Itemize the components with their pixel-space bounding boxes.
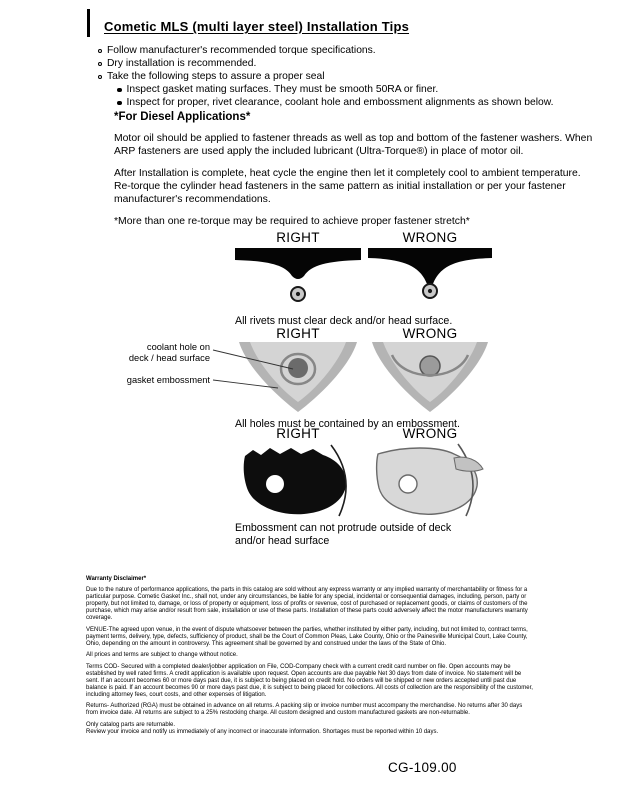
caption-rivets: All rivets must clear deck and/or head surface. xyxy=(235,315,453,327)
wrong-label-row2: WRONG xyxy=(402,326,458,341)
wrong-label-row3: WRONG xyxy=(402,426,458,441)
right-label-row2: RIGHT xyxy=(276,326,320,341)
callout-text: gasket embossment xyxy=(126,375,210,385)
figure-embossment-wrong xyxy=(368,342,492,414)
protrude-right-drawing xyxy=(235,442,361,518)
list-item xyxy=(98,70,578,83)
caption-holes: All holes must be contained by an embossment. xyxy=(235,418,460,430)
warranty-heading: Warranty Disclaimer* xyxy=(86,576,147,582)
list-item xyxy=(117,96,578,109)
page-title: Cometic MLS (multi layer steel) Installation Tips xyxy=(104,19,410,34)
coolant-hole-icon xyxy=(288,358,308,378)
list-item xyxy=(98,44,578,57)
list-item xyxy=(98,57,578,70)
left-margin-mark xyxy=(87,9,90,37)
figure-rivet-right xyxy=(235,248,361,310)
rivet-right-drawing xyxy=(235,248,361,310)
gasket-hole-icon xyxy=(399,475,417,493)
callout-text: deck / head surface xyxy=(128,353,210,363)
tip-text: Inspect gasket mating surfaces. They must be smooth 50RA or finer. xyxy=(126,84,439,95)
tip-text: Dry installation is recommended. xyxy=(107,58,257,69)
legal-paragraph: Terms COD- Secured with a completed dealer/jobber application on File, COD-Company check with a current credit card number on file. Open accounts may be established by well rated firms. A credit application is available upon request. Open accounts are due payable Net 30 days from date of invoice. No statement will be sent. If an account becomes 60 or more days past due, it is subject to being placed on credit hold. No orders will be shipped or new orders accepted until past due balance is paid. If an account becomes 90 or more days past due, it is subject to being placed for collections. All costs of collection are the responsibility of the customer, including attorney fees, court costs, and other expenses of litigation. xyxy=(86,663,533,698)
figures-section xyxy=(0,228,618,560)
wrong-label-row1: WRONG xyxy=(402,230,458,245)
hollow-bullet-icon xyxy=(98,49,102,53)
tip-text: Follow manufacturer's recommended torque specifications. xyxy=(107,45,376,56)
tip-text: Inspect for proper, rivet clearance, coolant hole and embossment alignments as shown below. xyxy=(126,97,554,108)
coolant-hole-icon xyxy=(420,356,440,376)
legal-paragraph: VENUE-The agreed upon venue, in the event of dispute whatsoever between the parties, whether instituted by either party, including, but not limited to, contract terms, payment terms, delivery, type, defects, sufficiency of product, shall be the Court of Common Pleas, Lake County, Ohio or the Painesville Municipal Court, Lake County, Ohio, depending on the amount in controversy. This agreement shall be governed by and construed under the laws of the State of Ohio. xyxy=(86,626,528,647)
page-code: CG-109.00 xyxy=(388,760,457,775)
callout-gasket-embossment xyxy=(103,375,210,386)
right-label-row3: RIGHT xyxy=(276,426,320,441)
diesel-applications-section xyxy=(114,111,596,237)
legal-paragraph: Due to the nature of performance applications, the parts in this catalog are sold without any express warranty or any implied warranty of merchantability or fitness for a particular purpose. Cometic Gasket Inc., shall not, under any circumstances, be liable for any special, incidental or consequential damages, including, person, party or property, but not limited to, damage, or loss of property or equipment, loss of profits or revenue, cost of purchased or replacement goods, or claims of customers of the purchase, which may arise and/or result from sale, installation or use of these parts. Installation of these parts could adversely affect the motor manufacturers warranty coverage. xyxy=(86,587,528,621)
gasket-hole-icon xyxy=(266,475,284,493)
rivet-wrong-drawing xyxy=(368,248,492,310)
legal-paragraph: Review your invoice and notify us immediately of any incorrect or inaccurate information. Shortages must be reported within 10 days. xyxy=(86,728,439,735)
installation-tips-list xyxy=(98,44,578,109)
figure-protrude-right xyxy=(235,442,361,518)
caption-protrude: Embossment can not protrude outside of deck and/or head surface xyxy=(235,522,452,547)
legal-paragraph: Only catalog parts are returnable. xyxy=(86,721,176,728)
protrude-wrong-drawing xyxy=(368,442,492,518)
figure-rivet-wrong xyxy=(368,248,492,310)
callout-coolant-hole xyxy=(118,342,210,364)
tip-text: Take the following steps to assure a proper seal xyxy=(107,71,325,82)
diesel-paragraph: After Installation is complete, heat cycle the engine then let it completely cool to ambient temperature. Re-torque the cylinder head fasteners in the same pattern as initial installation or per your fastener manufacturer's recommendations. xyxy=(114,168,581,205)
warranty-disclaimer-section xyxy=(86,576,533,740)
figure-protrude-wrong xyxy=(368,442,492,518)
embossment-right-drawing xyxy=(235,342,361,414)
diesel-paragraph: Motor oil should be applied to fastener threads as well as top and bottom of the fastener washers. When ARP fasteners are used apply the included lubricant (Ultra-Torque®) in place of motor oil. xyxy=(114,133,593,157)
callout-text: coolant hole on xyxy=(146,342,210,352)
hollow-bullet-icon xyxy=(98,75,102,79)
embossment-wrong-drawing xyxy=(368,342,492,414)
legal-paragraph: All prices and terms are subject to change without notice. xyxy=(86,652,238,658)
legal-paragraph: Returns- Authorized (RGA) must be obtained in advance on all returns. A packing slip or invoice number must accompany the merchandise. No returns after 30 days from invoice date. All returns are subject to a 25% restocking charge. All custom designed and custom manufactured gaskets are non-returnable. xyxy=(86,703,523,716)
list-item xyxy=(117,83,578,96)
right-label-row1: RIGHT xyxy=(276,230,320,245)
filled-bullet-icon xyxy=(117,101,122,106)
diesel-heading: *For Diesel Applications* xyxy=(114,111,251,123)
retorque-note: *More than one re-torque may be required to achieve proper fastener stretch* xyxy=(114,216,470,227)
hollow-bullet-icon xyxy=(98,62,102,66)
filled-bullet-icon xyxy=(117,88,122,93)
figure-embossment-right xyxy=(235,342,361,414)
